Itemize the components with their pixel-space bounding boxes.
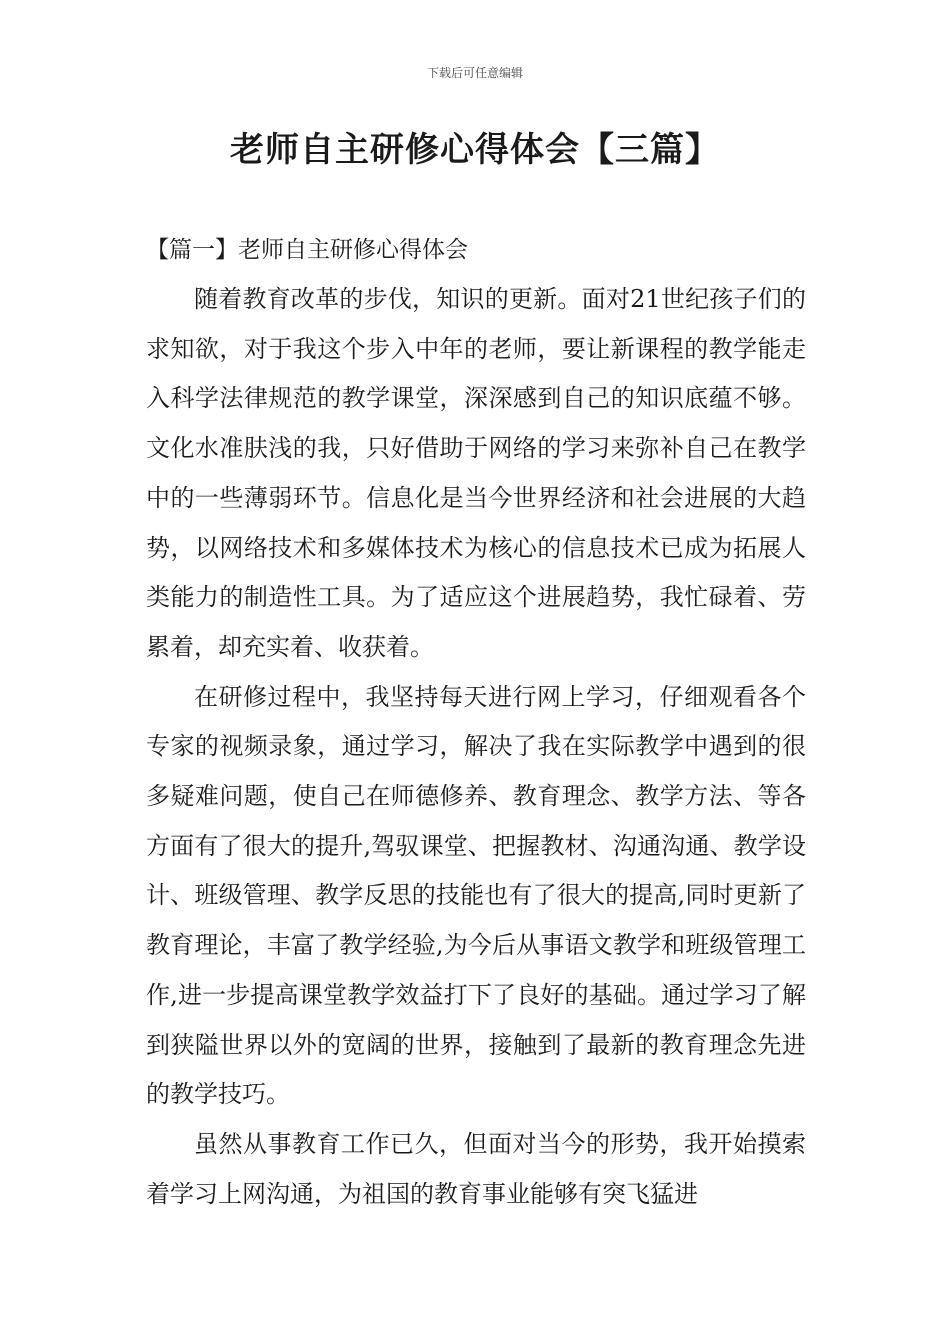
paragraph-2: 在研修过程中，我坚持每天进行网上学习，仔细观看各个专家的视频录象，通过学习，解决了我在实际教学中遇到的很多疑难问题，使自己在师德修养、教育理念、教学方法、等各方面有了很大的提升,驾驭课堂、把握教材、沟通沟通、教学设计、班级管理、教学反思的技能也有了很大的提高,同时更新了教育理论，丰富了教学经验,为今后从事语文教学和班级管理工作,进一步提高课堂教学效益打下了良好的基础。通过学习了解到狭隘世界以外的宽阔的世界，接触到了最新的教育理念先进的教学技巧。 [146,682,806,1109]
paragraph-1: 随着教育改革的步伐，知识的更新。面对21世纪孩子们的求知欲，对于我这个步入中年的老师，要让新课程的教学能走入科学法律规范的教学课堂，深深感到自己的知识底蕴不够。文化水准肤浅的我，只好借助于网络的学习来弥补自己在教学中的一些薄弱环节。信息化是当今世界经济和社会进展的大趋势，以网络技术和多媒体技术为核心的信息技术已成为拓展人类能力的制造性工具。为了适应这个进展趋势，我忙碌着、劳累着，却充实着、收获着。 [146,285,806,661]
section-heading: 【篇一】老师自主研修心得体会 [146,237,468,263]
page-header-note: 下载后可任意编辑 [426,66,523,80]
paragraph-3: 虽然从事教育工作已久，但面对当今的形势，我开始摸索着学习上网沟通，为祖国的教育事业能够有突飞猛进 [146,1129,806,1208]
document-body [146,225,806,1219]
document-title: 老师自主研修心得体会【三篇】 [230,130,720,170]
